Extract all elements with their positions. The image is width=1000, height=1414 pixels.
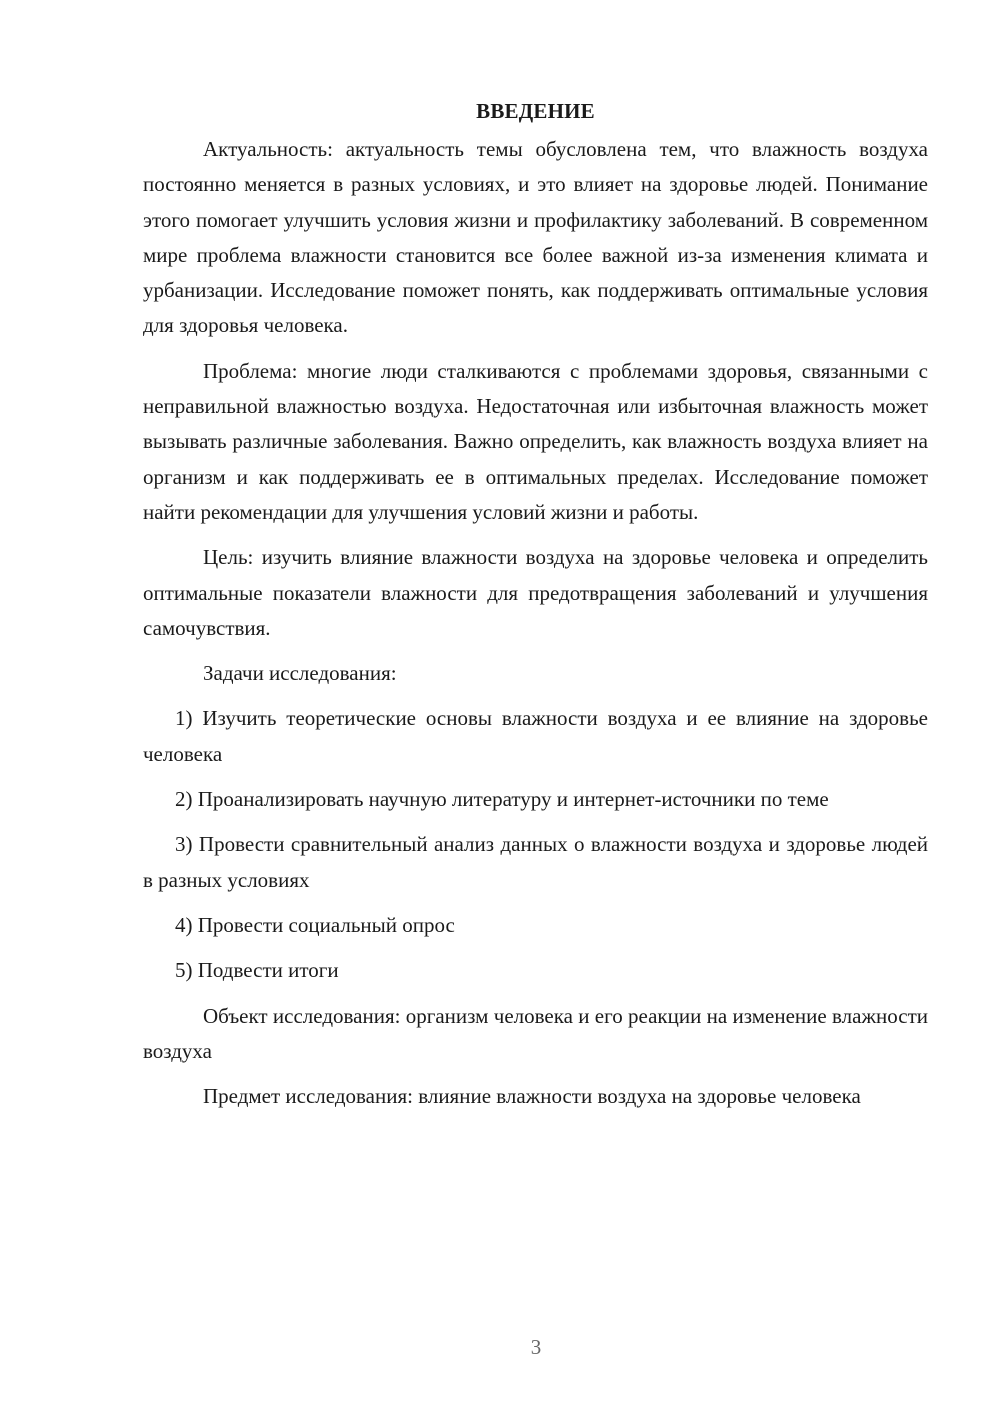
page-number: 3 <box>530 1335 542 1359</box>
goal-paragraph: Цель: изучить влияние влажности воздуха на здоровье человека и определить оптимальные показатели влажности для предотвращения заболеваний и улучшения самочувствия. <box>143 545 928 640</box>
task-item-5: 5) Подвести итоги <box>175 958 339 983</box>
page-title: ВВЕДЕНИЕ <box>476 99 595 123</box>
problem-paragraph: Проблема: многие люди сталкиваются с проблемами здоровья, связанными с неправильной влажностью воздуха. Недостаточная или избыточная влажность может вызывать различные заболевания. Важно определить, как влажность воздуха влияет на организм и как поддерживать ее в оптимальных пределах. Исследование поможет найти рекомендации для улучшения условий жизни и работы. <box>143 358 928 524</box>
task-item-1: 1) Изучить теоретические основы влажности воздуха и ее влияние на здоровье человека <box>143 706 928 766</box>
page-content <box>143 94 928 1124</box>
tasks-heading: Задачи исследования: <box>203 661 397 686</box>
subject-paragraph: Предмет исследования: влияние влажности воздуха на здоровье человека <box>203 1084 861 1109</box>
object-paragraph: Объект исследования: организм человека и его реакции на изменение влажности воздуха <box>143 1003 928 1063</box>
task-item-3: 3) Провести сравнительный анализ данных о влажности воздуха и здоровье людей в разных условиях <box>143 832 928 892</box>
relevance-paragraph: Актуальность: актуальность темы обусловлена тем, что влажность воздуха постоянно меняется в разных условиях, и это влияет на здоровье людей. Понимание этого помогает улучшить условия жизни и профилактику заболеваний. В современном мире проблема влажности становится все более важной из-за изменения климата и урбанизации. Исследование поможет понять, как поддерживать оптимальные условия для здоровья человека. <box>143 137 928 338</box>
task-item-4: 4) Провести социальный опрос <box>175 912 455 937</box>
task-item-2: 2) Проанализировать научную литературу и интернет-источники по теме <box>175 787 829 812</box>
